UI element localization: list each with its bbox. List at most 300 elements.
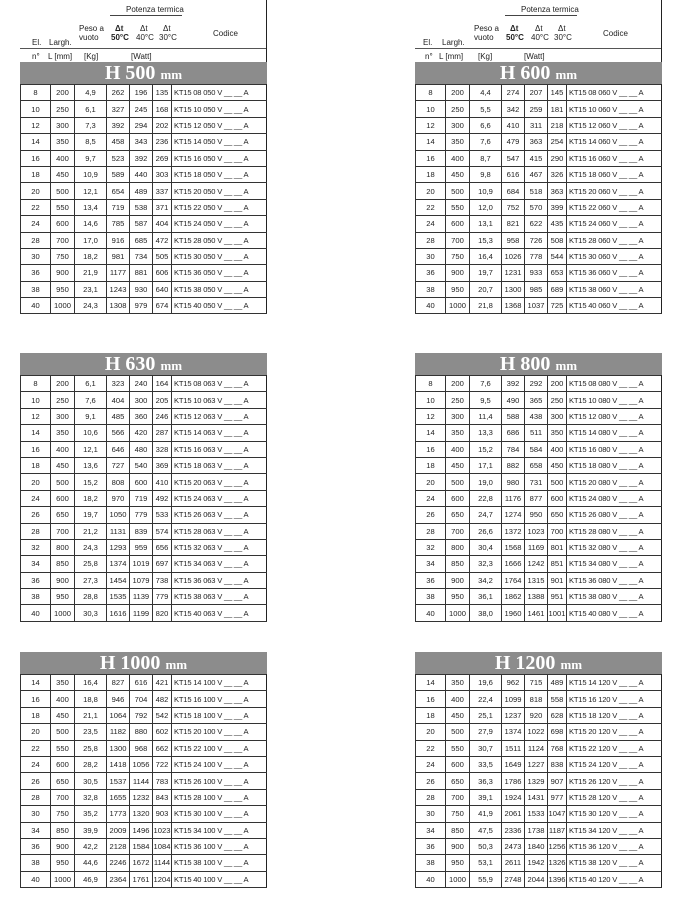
height-title: H 800 bbox=[499, 353, 551, 375]
power-dt30-cell: 202 bbox=[153, 117, 172, 133]
data-table bbox=[415, 674, 662, 888]
height-title-band bbox=[20, 652, 267, 674]
width-cell: 300 bbox=[51, 408, 75, 424]
power-dt40-cell: 979 bbox=[130, 298, 153, 314]
code-cell: KT15 24 060 V __ __ A bbox=[567, 216, 662, 232]
table-row bbox=[416, 392, 662, 408]
dt3-symbol: Δt bbox=[163, 24, 171, 33]
table-row bbox=[21, 474, 267, 490]
table-row bbox=[416, 298, 662, 314]
table-row bbox=[21, 539, 267, 555]
power-dt30-cell: 779 bbox=[153, 589, 172, 605]
width-cell: 500 bbox=[51, 474, 75, 490]
power-dt40-cell: 1461 bbox=[525, 605, 548, 621]
power-dt30-cell: 640 bbox=[153, 281, 172, 297]
column-header-left bbox=[20, 0, 266, 62]
width-cell: 850 bbox=[51, 556, 75, 572]
width-cell: 500 bbox=[446, 474, 470, 490]
power-dt40-cell: 1022 bbox=[525, 724, 548, 740]
table-row bbox=[416, 490, 662, 506]
table-row bbox=[416, 523, 662, 539]
power-dt50-cell: 1374 bbox=[502, 724, 525, 740]
height-title: H 600 bbox=[499, 62, 551, 84]
element-count: 20 bbox=[21, 183, 51, 199]
peso-unit: [Kg] bbox=[84, 52, 99, 61]
table-row bbox=[416, 232, 662, 248]
element-count: 36 bbox=[416, 572, 446, 588]
power-dt30-cell: 542 bbox=[153, 707, 172, 723]
width-cell: 550 bbox=[51, 199, 75, 215]
table-row bbox=[416, 150, 662, 166]
table-row bbox=[21, 572, 267, 588]
power-dt30-cell: 602 bbox=[153, 724, 172, 740]
power-dt30-cell: 838 bbox=[548, 756, 567, 772]
power-dt30-cell: 851 bbox=[548, 556, 567, 572]
width-cell: 200 bbox=[446, 376, 470, 392]
code-cell: KT15 16 050 V __ __ A bbox=[172, 150, 267, 166]
weight-cell: 30,7 bbox=[470, 740, 502, 756]
element-count: 10 bbox=[416, 392, 446, 408]
code-cell: KT15 28 100 V __ __ A bbox=[172, 789, 267, 805]
weight-cell: 36,3 bbox=[470, 773, 502, 789]
power-dt30-cell: 700 bbox=[548, 523, 567, 539]
weight-cell: 47,5 bbox=[470, 822, 502, 838]
width-cell: 400 bbox=[51, 691, 75, 707]
code-cell: KT15 08 063 V __ __ A bbox=[172, 376, 267, 392]
power-dt50-cell: 1372 bbox=[502, 523, 525, 539]
power-dt50-cell: 262 bbox=[107, 85, 130, 101]
width-cell: 450 bbox=[446, 457, 470, 473]
power-dt30-cell: 472 bbox=[153, 232, 172, 248]
code-cell: KT15 12 060 V __ __ A bbox=[567, 117, 662, 133]
power-dt40-cell: 540 bbox=[130, 457, 153, 473]
power-dt40-cell: 1227 bbox=[525, 756, 548, 772]
code-cell: KT15 20 120 V __ __ A bbox=[567, 724, 662, 740]
element-count: 32 bbox=[21, 539, 51, 555]
code-cell: KT15 28 063 V __ __ A bbox=[172, 523, 267, 539]
power-dt40-cell: 292 bbox=[525, 376, 548, 392]
power-dt30-cell: 1144 bbox=[153, 855, 172, 871]
code-cell: KT15 12 050 V __ __ A bbox=[172, 117, 267, 133]
weight-cell: 13,4 bbox=[75, 199, 107, 215]
width-cell: 200 bbox=[51, 376, 75, 392]
table-row bbox=[21, 85, 267, 101]
power-dt50-cell: 981 bbox=[107, 248, 130, 264]
power-dt30-cell: 600 bbox=[548, 490, 567, 506]
power-dt40-cell: 839 bbox=[130, 523, 153, 539]
power-dt30-cell: 145 bbox=[548, 85, 567, 101]
weight-cell: 10,6 bbox=[75, 425, 107, 441]
power-dt40-cell: 920 bbox=[525, 707, 548, 723]
power-dt50-cell: 980 bbox=[502, 474, 525, 490]
width-cell: 1000 bbox=[446, 871, 470, 887]
weight-cell: 27,9 bbox=[470, 724, 502, 740]
width-cell: 450 bbox=[51, 707, 75, 723]
power-dt30-cell: 399 bbox=[548, 199, 567, 215]
code-cell: KT15 32 080 V __ __ A bbox=[567, 539, 662, 555]
power-dt30-cell: 653 bbox=[548, 265, 567, 281]
weight-cell: 15,2 bbox=[470, 441, 502, 457]
power-dt40-cell: 420 bbox=[130, 425, 153, 441]
element-count: 38 bbox=[21, 281, 51, 297]
height-title-band bbox=[415, 652, 662, 674]
power-dt30-cell: 508 bbox=[548, 232, 567, 248]
power-dt40-cell: 294 bbox=[130, 117, 153, 133]
data-table bbox=[415, 375, 662, 622]
code-cell: KT15 12 063 V __ __ A bbox=[172, 408, 267, 424]
weight-cell: 15,3 bbox=[470, 232, 502, 248]
element-count: 26 bbox=[21, 507, 51, 523]
element-count: 38 bbox=[416, 589, 446, 605]
code-cell: KT15 10 050 V __ __ A bbox=[172, 101, 267, 117]
power-dt50-cell: 646 bbox=[107, 441, 130, 457]
code-cell: KT15 34 063 V __ __ A bbox=[172, 556, 267, 572]
table-row bbox=[21, 490, 267, 506]
table-row bbox=[21, 605, 267, 621]
element-count: 20 bbox=[416, 474, 446, 490]
code-cell: KT15 14 100 V __ __ A bbox=[172, 675, 267, 691]
width-cell: 1000 bbox=[446, 605, 470, 621]
power-dt40-cell: 240 bbox=[130, 376, 153, 392]
power-dt40-cell: 985 bbox=[525, 281, 548, 297]
power-dt40-cell: 1761 bbox=[130, 871, 153, 887]
table-row bbox=[416, 376, 662, 392]
element-count: 24 bbox=[21, 756, 51, 772]
power-dt50-cell: 589 bbox=[107, 166, 130, 182]
width-cell: 400 bbox=[51, 150, 75, 166]
width-cell: 400 bbox=[446, 441, 470, 457]
weight-cell: 21,8 bbox=[470, 298, 502, 314]
code-cell: KT15 36 050 V __ __ A bbox=[172, 265, 267, 281]
power-dt50-cell: 547 bbox=[502, 150, 525, 166]
power-dt30-cell: 738 bbox=[153, 572, 172, 588]
power-dt50-cell: 342 bbox=[502, 101, 525, 117]
power-dt40-cell: 196 bbox=[130, 85, 153, 101]
width-cell: 800 bbox=[446, 539, 470, 555]
element-count: 40 bbox=[416, 871, 446, 887]
code-cell: KT15 30 060 V __ __ A bbox=[567, 248, 662, 264]
power-dt40-cell: 818 bbox=[525, 691, 548, 707]
codice-label: Codice bbox=[603, 29, 628, 38]
element-count: 36 bbox=[21, 838, 51, 854]
power-dt30-cell: 768 bbox=[548, 740, 567, 756]
width-cell: 600 bbox=[51, 756, 75, 772]
power-dt50-cell: 958 bbox=[502, 232, 525, 248]
power-dt30-cell: 371 bbox=[153, 199, 172, 215]
element-count: 20 bbox=[416, 183, 446, 199]
power-dt30-cell: 662 bbox=[153, 740, 172, 756]
power-dt50-cell: 1308 bbox=[107, 298, 130, 314]
weight-cell: 30,3 bbox=[75, 605, 107, 621]
power-dt40-cell: 704 bbox=[130, 691, 153, 707]
power-dt50-cell: 916 bbox=[107, 232, 130, 248]
element-count: 16 bbox=[21, 691, 51, 707]
weight-cell: 46,9 bbox=[75, 871, 107, 887]
table-row bbox=[21, 691, 267, 707]
width-cell: 350 bbox=[51, 675, 75, 691]
weight-cell: 8,7 bbox=[470, 150, 502, 166]
table-row bbox=[416, 474, 662, 490]
height-unit: mm bbox=[165, 657, 188, 672]
element-count: 36 bbox=[21, 572, 51, 588]
weight-cell: 14,6 bbox=[75, 216, 107, 232]
code-cell: KT15 38 120 V __ __ A bbox=[567, 855, 662, 871]
weight-cell: 16,4 bbox=[470, 248, 502, 264]
height-title: H 630 bbox=[104, 353, 156, 375]
code-cell: KT15 40 080 V __ __ A bbox=[567, 605, 662, 621]
width-cell: 900 bbox=[446, 838, 470, 854]
element-count: 22 bbox=[416, 740, 446, 756]
power-dt30-cell: 903 bbox=[153, 806, 172, 822]
power-dt30-cell: 698 bbox=[548, 724, 567, 740]
dt3-value: 30°C bbox=[554, 33, 572, 42]
table-row bbox=[21, 166, 267, 182]
power-dt50-cell: 727 bbox=[107, 457, 130, 473]
width-cell: 750 bbox=[446, 806, 470, 822]
power-dt50-cell: 485 bbox=[107, 408, 130, 424]
width-cell: 1000 bbox=[51, 605, 75, 621]
code-cell: KT15 10 060 V __ __ A bbox=[567, 101, 662, 117]
power-dt40-cell: 365 bbox=[525, 392, 548, 408]
power-dt40-cell: 1584 bbox=[130, 838, 153, 854]
table-row bbox=[21, 298, 267, 314]
code-cell: KT15 40 100 V __ __ A bbox=[172, 871, 267, 887]
height-table-5 bbox=[415, 652, 662, 888]
power-dt30-cell: 164 bbox=[153, 376, 172, 392]
power-dt40-cell: 1019 bbox=[130, 556, 153, 572]
power-dt50-cell: 2473 bbox=[502, 838, 525, 854]
power-dt50-cell: 1050 bbox=[107, 507, 130, 523]
element-count: 40 bbox=[21, 298, 51, 314]
element-count: 22 bbox=[21, 740, 51, 756]
element-count: 10 bbox=[416, 101, 446, 117]
table-row bbox=[416, 572, 662, 588]
weight-cell: 12,1 bbox=[75, 183, 107, 199]
power-dt40-cell: 1169 bbox=[525, 539, 548, 555]
element-count: 18 bbox=[21, 166, 51, 182]
code-cell: KT15 26 100 V __ __ A bbox=[172, 773, 267, 789]
power-dt40-cell: 1672 bbox=[130, 855, 153, 871]
weight-cell: 22,8 bbox=[470, 490, 502, 506]
code-cell: KT15 24 100 V __ __ A bbox=[172, 756, 267, 772]
code-cell: KT15 20 060 V __ __ A bbox=[567, 183, 662, 199]
table-row bbox=[21, 425, 267, 441]
weight-cell: 55,9 bbox=[470, 871, 502, 887]
weight-cell: 34,2 bbox=[470, 572, 502, 588]
width-cell: 850 bbox=[446, 822, 470, 838]
power-dt30-cell: 951 bbox=[548, 589, 567, 605]
table-row bbox=[21, 265, 267, 281]
width-cell: 500 bbox=[446, 183, 470, 199]
power-dt40-cell: 658 bbox=[525, 457, 548, 473]
power-dt30-cell: 205 bbox=[153, 392, 172, 408]
element-count: 26 bbox=[21, 773, 51, 789]
element-count: 12 bbox=[416, 117, 446, 133]
el-unit: n° bbox=[425, 52, 433, 61]
power-dt40-cell: 1329 bbox=[525, 773, 548, 789]
element-count: 16 bbox=[21, 150, 51, 166]
weight-cell: 39,1 bbox=[470, 789, 502, 805]
width-cell: 700 bbox=[446, 232, 470, 248]
peso-label-1: Peso a bbox=[79, 24, 104, 33]
largh-label: Largh. bbox=[442, 38, 465, 47]
table-row bbox=[21, 740, 267, 756]
code-cell: KT15 18 050 V __ __ A bbox=[172, 166, 267, 182]
dt2-symbol: Δt bbox=[140, 24, 148, 33]
code-cell: KT15 24 050 V __ __ A bbox=[172, 216, 267, 232]
power-dt40-cell: 880 bbox=[130, 724, 153, 740]
power-dt30-cell: 400 bbox=[548, 441, 567, 457]
weight-cell: 22,4 bbox=[470, 691, 502, 707]
weight-cell: 5,5 bbox=[470, 101, 502, 117]
power-dt50-cell: 1237 bbox=[502, 707, 525, 723]
power-dt50-cell: 458 bbox=[107, 134, 130, 150]
table-row bbox=[21, 675, 267, 691]
power-dt50-cell: 479 bbox=[502, 134, 525, 150]
weight-cell: 23,1 bbox=[75, 281, 107, 297]
weight-cell: 27,3 bbox=[75, 572, 107, 588]
weight-cell: 41,9 bbox=[470, 806, 502, 822]
height-unit: mm bbox=[160, 67, 183, 82]
element-count: 14 bbox=[21, 425, 51, 441]
weight-cell: 12,0 bbox=[470, 199, 502, 215]
weight-cell: 23,5 bbox=[75, 724, 107, 740]
width-cell: 900 bbox=[51, 838, 75, 854]
dt2-value: 40°C bbox=[531, 33, 549, 42]
power-dt30-cell: 410 bbox=[153, 474, 172, 490]
weight-cell: 6,1 bbox=[75, 101, 107, 117]
width-cell: 600 bbox=[51, 490, 75, 506]
element-count: 22 bbox=[21, 199, 51, 215]
power-dt30-cell: 181 bbox=[548, 101, 567, 117]
power-dt40-cell: 480 bbox=[130, 441, 153, 457]
element-count: 28 bbox=[21, 232, 51, 248]
element-count: 24 bbox=[21, 490, 51, 506]
power-dt40-cell: 415 bbox=[525, 150, 548, 166]
width-cell: 600 bbox=[446, 216, 470, 232]
width-cell: 950 bbox=[446, 589, 470, 605]
power-dt30-cell: 369 bbox=[153, 457, 172, 473]
code-cell: KT15 10 080 V __ __ A bbox=[567, 392, 662, 408]
table-row bbox=[416, 281, 662, 297]
power-dt30-cell: 628 bbox=[548, 707, 567, 723]
power-dt30-cell: 533 bbox=[153, 507, 172, 523]
code-cell: KT15 14 063 V __ __ A bbox=[172, 425, 267, 441]
weight-cell: 30,4 bbox=[470, 539, 502, 555]
width-cell: 850 bbox=[51, 822, 75, 838]
element-count: 34 bbox=[416, 556, 446, 572]
power-dt30-cell: 544 bbox=[548, 248, 567, 264]
power-dt40-cell: 1037 bbox=[525, 298, 548, 314]
power-dt30-cell: 200 bbox=[548, 376, 567, 392]
power-dt30-cell: 650 bbox=[548, 507, 567, 523]
element-count: 14 bbox=[21, 675, 51, 691]
peso-label-2: vuoto bbox=[79, 33, 99, 42]
element-count: 30 bbox=[21, 806, 51, 822]
weight-cell: 30,5 bbox=[75, 773, 107, 789]
dt1-symbol: Δt bbox=[510, 24, 519, 33]
data-table bbox=[20, 375, 267, 622]
power-dt40-cell: 719 bbox=[130, 490, 153, 506]
power-dt40-cell: 1242 bbox=[525, 556, 548, 572]
element-count: 28 bbox=[416, 789, 446, 805]
weight-cell: 10,9 bbox=[470, 183, 502, 199]
width-cell: 500 bbox=[51, 183, 75, 199]
power-dt30-cell: 326 bbox=[548, 166, 567, 182]
power-dt40-cell: 300 bbox=[130, 392, 153, 408]
code-cell: KT15 26 080 V __ __ A bbox=[567, 507, 662, 523]
power-dt50-cell: 1764 bbox=[502, 572, 525, 588]
power-dt50-cell: 1368 bbox=[502, 298, 525, 314]
weight-cell: 4,4 bbox=[470, 85, 502, 101]
weight-cell: 24,7 bbox=[470, 507, 502, 523]
power-dt40-cell: 587 bbox=[130, 216, 153, 232]
power-dt50-cell: 1649 bbox=[502, 756, 525, 772]
weight-cell: 9,7 bbox=[75, 150, 107, 166]
table-row bbox=[416, 199, 662, 215]
width-cell: 350 bbox=[51, 134, 75, 150]
weight-cell: 35,2 bbox=[75, 806, 107, 822]
peso-unit: [Kg] bbox=[478, 52, 493, 61]
table-row bbox=[21, 392, 267, 408]
element-count: 28 bbox=[21, 523, 51, 539]
weight-cell: 9,1 bbox=[75, 408, 107, 424]
power-dt50-cell: 1862 bbox=[502, 589, 525, 605]
width-cell: 500 bbox=[51, 724, 75, 740]
height-unit: mm bbox=[560, 657, 583, 672]
power-dt30-cell: 300 bbox=[548, 408, 567, 424]
power-dt30-cell: 1187 bbox=[548, 822, 567, 838]
code-cell: KT15 08 050 V __ __ A bbox=[172, 85, 267, 101]
width-cell: 450 bbox=[51, 457, 75, 473]
weight-cell: 4,9 bbox=[75, 85, 107, 101]
code-cell: KT15 38 100 V __ __ A bbox=[172, 855, 267, 871]
element-count: 18 bbox=[416, 707, 446, 723]
table-row bbox=[416, 425, 662, 441]
power-dt50-cell: 2061 bbox=[502, 806, 525, 822]
weight-cell: 11,4 bbox=[470, 408, 502, 424]
element-count: 8 bbox=[21, 85, 51, 101]
code-cell: KT15 30 120 V __ __ A bbox=[567, 806, 662, 822]
table-row bbox=[416, 773, 662, 789]
width-cell: 750 bbox=[446, 248, 470, 264]
power-dt40-cell: 950 bbox=[525, 507, 548, 523]
dt3-value: 30°C bbox=[159, 33, 177, 42]
column-header-right bbox=[415, 0, 661, 62]
element-count: 36 bbox=[416, 265, 446, 281]
table-row bbox=[416, 838, 662, 854]
width-cell: 1000 bbox=[51, 298, 75, 314]
power-dt50-cell: 2128 bbox=[107, 838, 130, 854]
weight-cell: 20,7 bbox=[470, 281, 502, 297]
width-cell: 950 bbox=[446, 281, 470, 297]
height-title: H 500 bbox=[104, 62, 156, 84]
table-row bbox=[21, 589, 267, 605]
power-dt30-cell: 435 bbox=[548, 216, 567, 232]
element-count: 8 bbox=[416, 85, 446, 101]
element-count: 34 bbox=[21, 822, 51, 838]
element-count: 12 bbox=[21, 408, 51, 424]
code-cell: KT15 26 120 V __ __ A bbox=[567, 773, 662, 789]
height-title-band bbox=[415, 353, 662, 375]
power-dt40-cell: 959 bbox=[130, 539, 153, 555]
power-dt50-cell: 523 bbox=[107, 150, 130, 166]
weight-cell: 33,5 bbox=[470, 756, 502, 772]
power-dt50-cell: 719 bbox=[107, 199, 130, 215]
height-title: H 1200 bbox=[494, 652, 556, 674]
power-dt40-cell: 933 bbox=[525, 265, 548, 281]
power-dt50-cell: 1418 bbox=[107, 756, 130, 772]
